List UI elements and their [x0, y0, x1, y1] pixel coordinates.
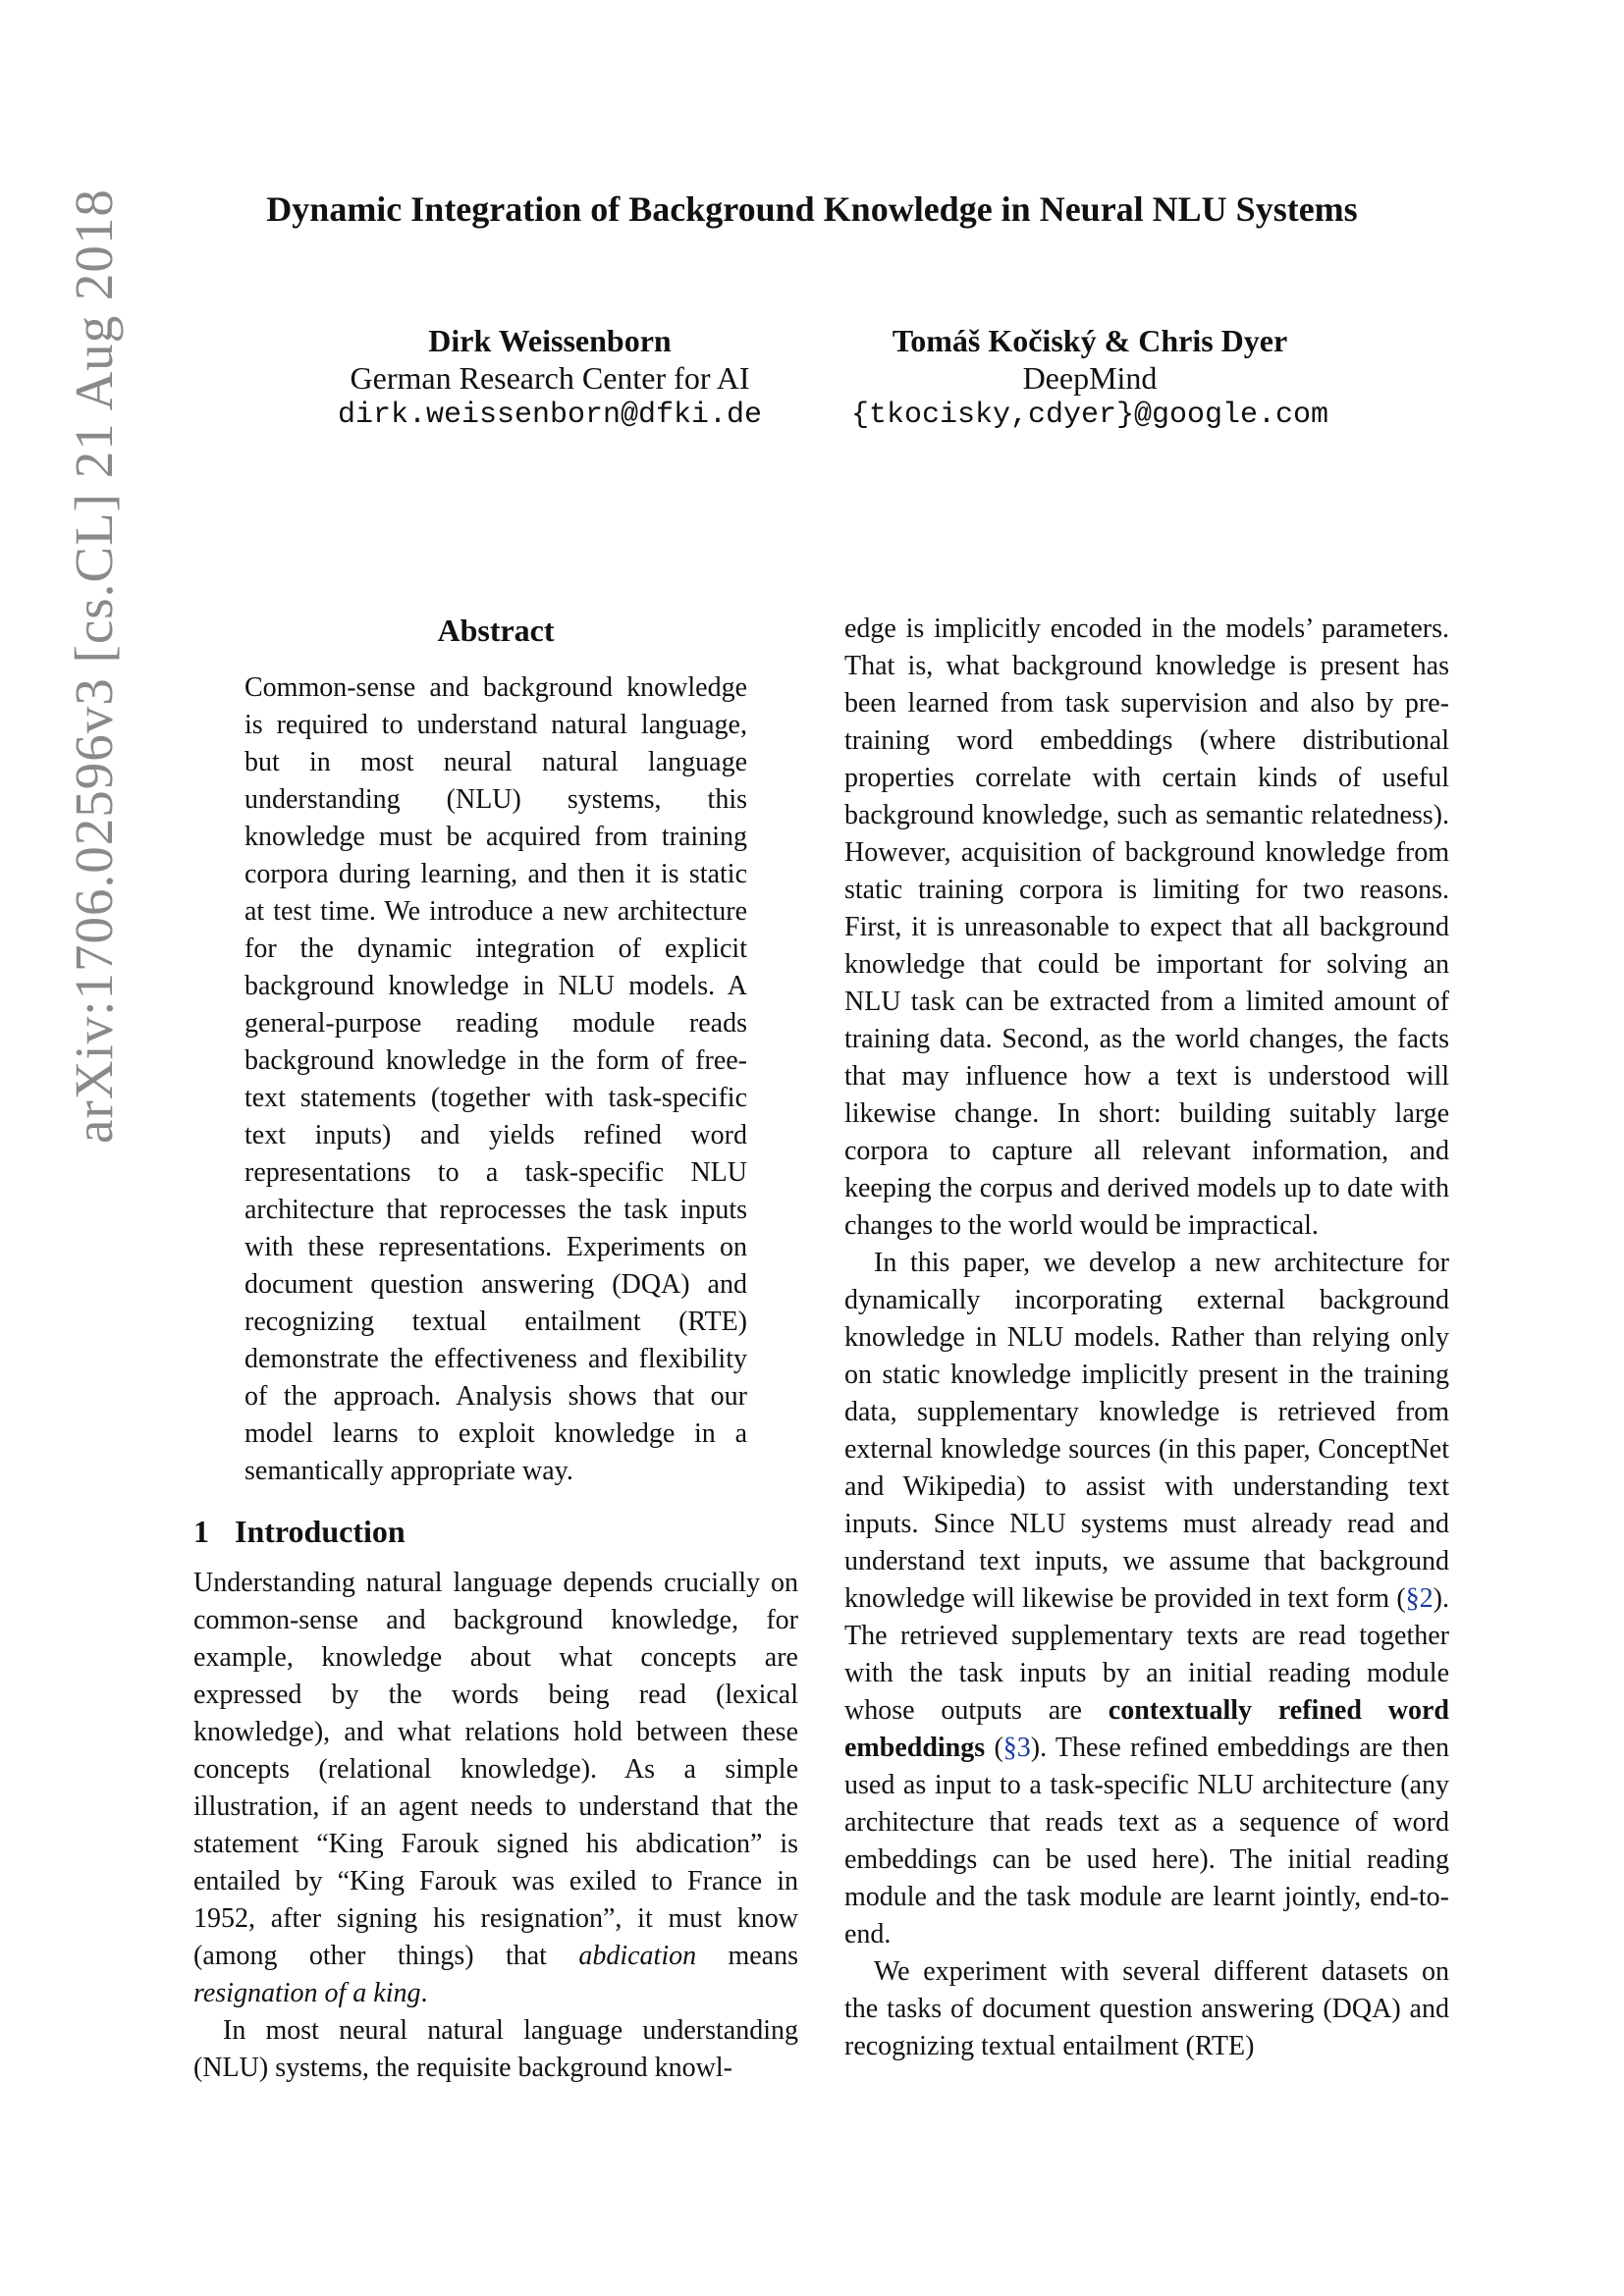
bold-text: contextually refined word embeddings [844, 1695, 1449, 1763]
right-column [844, 611, 1449, 2065]
text-run: ). These refined embeddings are then used as input to a task-specific NLU architecture (any architecture that reads text as a sequence of word embeddings can be used here). The initial reading module and the task module are learnt jointly, end-to-end. [844, 1733, 1450, 1949]
section-heading [193, 1512, 798, 1551]
text-run: In this paper, we develop a new architecture for dynamically incorporating external background knowledge in NLU models. Rather than relying only on static knowledge implicitly present in the training data, supplementary knowledge is retrieved from external knowledge sources (in this paper, ConceptNet and Wikipedia) to assist with understanding text inputs. Since NLU systems must already read and understand text inputs, we assume that background knowledge will likewise be provided in text form ( [844, 1248, 1449, 1614]
text-run: ( [985, 1733, 1003, 1763]
left-column [193, 611, 798, 2087]
author-email: dirk.weissenborn@dfki.de [337, 399, 763, 432]
author-block-1 [304, 322, 795, 434]
intro-paragraph-2-continued: edge is implicitly encoded in the models’ parameters. That is, what background knowledge is present has been learned from task supervision and also by pre-training word embeddings (where distributional properties correlate with certain kinds of useful background knowledge, such as semantic relatedness). However, acquisition of background knowledge from static training corpora is limiting for two reasons. First, it is unreasonable to expect that all background knowledge that could be important for solving an NLU task can be extracted from a limited amount of training data. Second, as the world changes, the facts that may influence how a text is understood will likewise change. In short: building suitably large corpora to capture all relevant information, and keeping the corpus and derived models up to date with changes to the world would be impractical. [844, 614, 1449, 1241]
arxiv-stamp: arXiv:1706.02596v3 [cs.CL] 21 Aug 2018 [64, 188, 124, 1144]
abstract-heading: Abstract [437, 613, 555, 648]
section-reference-link[interactable]: §3 [1002, 1733, 1031, 1763]
section-reference-link[interactable]: §2 [1405, 1583, 1434, 1614]
author-affiliation: DeepMind [1022, 360, 1158, 396]
author-block-2 [805, 322, 1375, 434]
intro-paragraph-4: We experiment with several different datasets on the tasks of document question answering (DQA) and recognizing textual entailment (RTE) [844, 1956, 1449, 2061]
abstract-text: Common-sense and background knowledge is required to understand natural language, but in most neural natural language understanding (NLU) systems, this knowledge must be acquired from training corpora during learning, and then it is static at test time. We introduce a new architecture for the dynamic integration of explicit background knowledge in NLU models. A general-purpose reading module reads background knowledge in the form of free-text statements (together with task-specific text inputs) and yields refined word representations to a task-specific NLU architecture that reprocesses the task inputs with these representations. Experiments on document question answering (DQA) and recognizing textual entailment (RTE) demonstrate the effectiveness and flexibility of the approach. Analysis shows that our model learns to exploit knowledge in a semantically appropriate way. [244, 672, 747, 1486]
text-run: means [696, 1941, 798, 1971]
author-name: Tomáš Kočiský & Chris Dyer [892, 323, 1288, 358]
author-email: {tkocisky,cdyer}@google.com [850, 399, 1329, 432]
author-name: Dirk Weissenborn [428, 323, 672, 358]
author-affiliation: German Research Center for AI [350, 360, 750, 396]
text-run: . [420, 1978, 428, 2008]
emphasis-text: resignation of a king [193, 1978, 421, 2008]
text-run: ). The retrieved supplementary texts are read together with the task inputs by an initial reading module whose outputs are [844, 1583, 1449, 1726]
section-number: 1 [193, 1514, 209, 1549]
section-title: Introduction [235, 1514, 406, 1549]
intro-paragraph-3 [844, 1245, 1449, 1953]
emphasis-text: abdication [578, 1941, 697, 1971]
intro-paragraph-1 [193, 1565, 798, 2012]
text-run: Understanding natural language depends crucially on common-sense and background knowledge, for example, knowledge about what concepts are expressed by the words being read (lexical knowledge), and what relations hold between these concepts (relational knowledge). As a simple illustration, if an agent needs to understand that the statement “King Farouk signed his abdication” is entailed by “King Farouk was exiled to France in 1952, after signing his resignation”, it must know (among other things) that [193, 1568, 798, 1971]
paper-title: Dynamic Integration of Background Knowledge in Neural NLU Systems [266, 189, 1358, 229]
intro-paragraph-2: In most neural natural language understanding (NLU) systems, the requisite background knowl- [193, 2015, 798, 2083]
